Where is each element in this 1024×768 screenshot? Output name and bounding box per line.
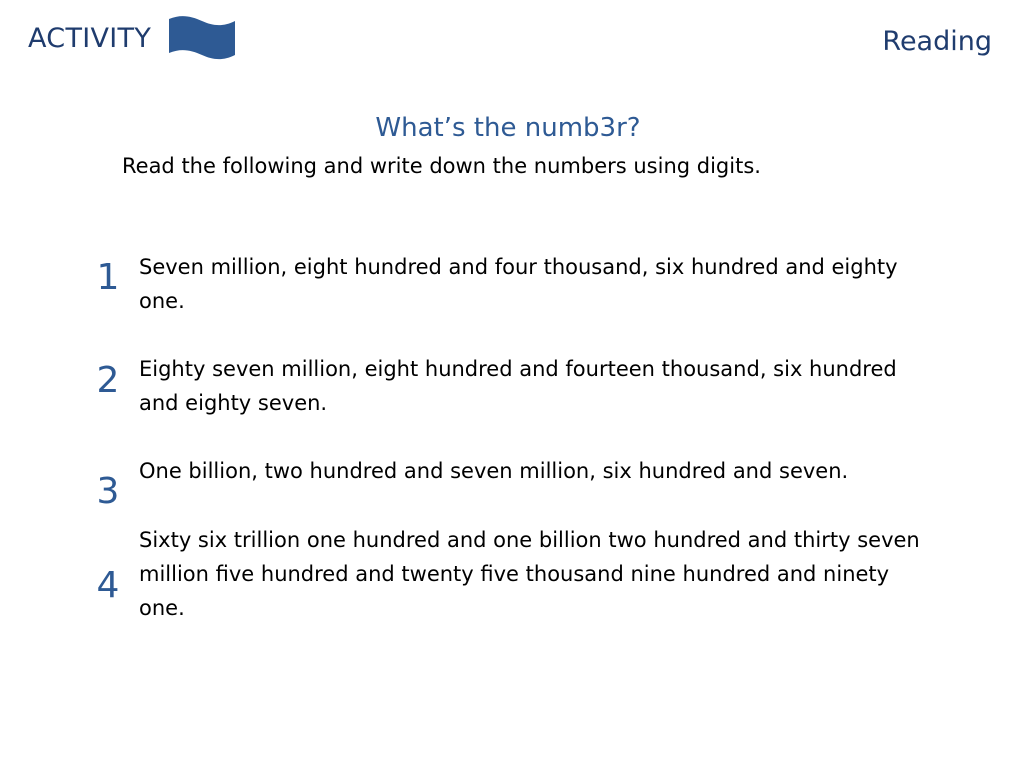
page-title: What’s the numb3r? xyxy=(375,113,641,143)
activity-header xyxy=(28,14,237,62)
activity-label: ACTIVITY xyxy=(28,22,152,54)
question-number: 1 xyxy=(96,257,120,298)
question-number: 3 xyxy=(96,471,120,512)
question-text: One billion, two hundred and seven million, six hundred and seven. xyxy=(139,459,849,483)
section-label: Reading xyxy=(882,26,992,57)
question-text: Eighty seven million, eight hundred and fourteen thousand, six hundred and eighty seven. xyxy=(139,357,897,415)
question-text: Seven million, eight hundred and four thousand, six hundred and eighty one. xyxy=(139,255,898,313)
instructions-text: Read the following and write down the numbers using digits. xyxy=(122,154,761,178)
question-text: Sixty six trillion one hundred and one billion two hundred and thirty seven million five hundred and twenty five thousand nine hundred and ninety one. xyxy=(139,528,920,620)
question-number: 4 xyxy=(96,565,120,606)
flag-icon xyxy=(167,15,237,61)
question-number: 2 xyxy=(96,360,120,401)
